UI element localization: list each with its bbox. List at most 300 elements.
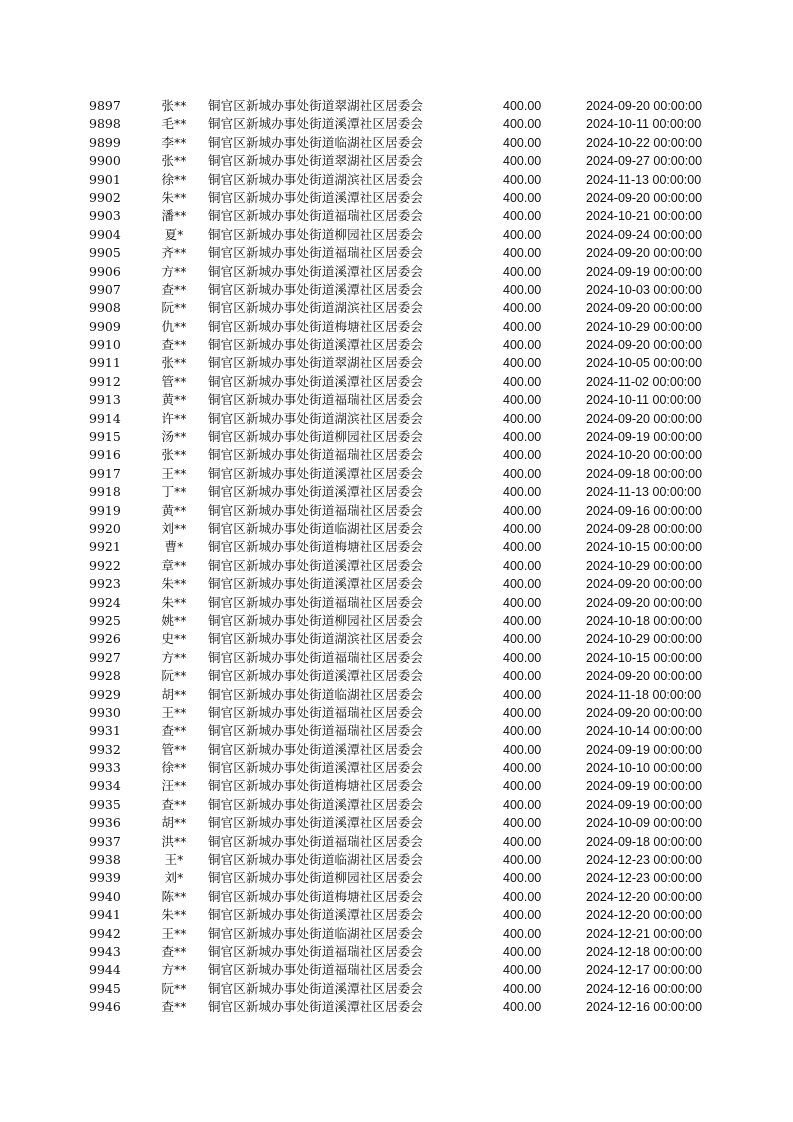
record-name: 汤**: [161, 429, 187, 445]
record-amount: 400.00: [503, 724, 542, 739]
record-id: 9920: [89, 520, 121, 536]
record-date: 2024-12-21 00:00:00: [586, 926, 703, 941]
record-organization: 铜官区新城办事处街道梅塘社区居委会: [208, 318, 424, 334]
record-organization: 铜官区新城办事处街道福瑞社区居委会: [208, 704, 424, 720]
record-amount: 400.00: [503, 834, 542, 849]
record-id: 9905: [89, 245, 121, 261]
record-name: 齐**: [161, 245, 187, 261]
record-name: 毛**: [161, 116, 187, 132]
record-organization: 铜官区新城办事处街道湖滨社区居委会: [208, 631, 424, 647]
table-row: [0, 226, 793, 244]
record-id: 9945: [89, 980, 121, 996]
table-row: [0, 851, 793, 869]
table-row: [0, 888, 793, 906]
record-amount: 400.00: [503, 761, 542, 776]
record-amount: 400.00: [503, 926, 542, 941]
table-row: [0, 980, 793, 998]
record-id: 9907: [89, 281, 121, 297]
record-name: 汪**: [161, 778, 187, 794]
table-row: [0, 722, 793, 740]
record-date: 2024-11-13 00:00:00: [586, 485, 702, 500]
table-row: [0, 483, 793, 501]
record-id: 9944: [89, 962, 121, 978]
record-name: 曹*: [164, 539, 184, 555]
record-date: 2024-09-19 00:00:00: [586, 430, 703, 445]
record-organization: 铜官区新城办事处街道柳园社区居委会: [208, 612, 424, 628]
record-id: 9941: [89, 907, 121, 923]
record-amount: 400.00: [503, 246, 542, 261]
record-name: 许**: [161, 410, 187, 426]
record-date: 2024-09-19 00:00:00: [586, 797, 703, 812]
record-date: 2024-12-20 00:00:00: [586, 908, 703, 923]
record-date: 2024-10-05 00:00:00: [586, 356, 703, 371]
table-row: [0, 244, 793, 262]
record-organization: 铜官区新城办事处街道梅塘社区居委会: [208, 888, 424, 904]
record-name: 姚**: [161, 612, 187, 628]
record-amount: 400.00: [503, 816, 542, 831]
record-name: 朱**: [161, 189, 187, 205]
record-amount: 400.00: [503, 742, 542, 757]
record-organization: 铜官区新城办事处街道溪潭社区居委会: [208, 907, 424, 923]
record-date: 2024-10-10 00:00:00: [586, 761, 703, 776]
record-date: 2024-10-11 00:00:00: [586, 393, 702, 408]
table-row: [0, 557, 793, 575]
record-id: 9937: [89, 833, 121, 849]
record-name: 阮**: [161, 668, 187, 684]
record-date: 2024-10-15 00:00:00: [586, 650, 703, 665]
record-date: 2024-09-28 00:00:00: [586, 521, 703, 536]
record-id: 9932: [89, 741, 121, 757]
record-id: 9930: [89, 704, 121, 720]
record-amount: 400.00: [503, 889, 542, 904]
record-organization: 铜官区新城办事处街道福瑞社区居委会: [208, 962, 424, 978]
table-row: [0, 777, 793, 795]
record-id: 9935: [89, 796, 121, 812]
table-row: [0, 281, 793, 299]
record-amount: 400.00: [503, 227, 542, 242]
record-date: 2024-09-20 00:00:00: [586, 99, 703, 113]
record-id: 9929: [89, 686, 121, 702]
record-name: 管**: [161, 741, 187, 757]
record-name: 仇**: [161, 318, 187, 334]
record-organization: 铜官区新城办事处街道翠湖社区居委会: [208, 98, 424, 113]
table-row: [0, 410, 793, 428]
record-id: 9933: [89, 760, 121, 776]
table-row: [0, 336, 793, 354]
table-row: [0, 152, 793, 170]
record-date: 2024-09-20 00:00:00: [586, 595, 703, 610]
record-id: 9928: [89, 668, 121, 684]
record-amount: 400.00: [503, 154, 542, 169]
record-organization: 铜官区新城办事处街道溪潭社区居委会: [208, 373, 424, 389]
record-organization: 铜官区新城办事处街道溪潭社区居委会: [208, 337, 424, 353]
record-amount: 400.00: [503, 613, 542, 628]
record-date: 2024-09-27 00:00:00: [586, 154, 703, 169]
record-date: 2024-11-13 00:00:00: [586, 172, 702, 187]
record-amount: 400.00: [503, 779, 542, 794]
record-name: 徐**: [161, 760, 187, 776]
record-id: 9925: [89, 612, 121, 628]
record-organization: 铜官区新城办事处街道福瑞社区居委会: [208, 723, 424, 739]
table-row: [0, 814, 793, 832]
record-organization: 铜官区新城办事处街道溪潭社区居委会: [208, 980, 424, 996]
record-organization: 铜官区新城办事处街道柳园社区居委会: [208, 429, 424, 445]
table-row: [0, 171, 793, 189]
table-row: [0, 502, 793, 520]
record-date: 2024-12-16 00:00:00: [586, 1000, 703, 1015]
record-name: 刘**: [161, 520, 187, 536]
record-organization: 铜官区新城办事处街道溪潭社区居委会: [208, 576, 424, 592]
table-row: [0, 612, 793, 630]
record-amount: 400.00: [503, 1000, 542, 1015]
record-name: 方**: [161, 263, 187, 279]
record-name: 王**: [161, 925, 187, 941]
table-row: [0, 943, 793, 961]
record-id: 9919: [89, 502, 121, 518]
record-name: 王*: [164, 852, 184, 868]
record-name: 潘**: [161, 208, 187, 224]
record-date: 2024-09-20 00:00:00: [586, 705, 703, 720]
record-date: 2024-09-20 00:00:00: [586, 190, 703, 205]
record-name: 徐**: [161, 171, 187, 187]
record-id: 9916: [89, 447, 121, 463]
table-row: [0, 833, 793, 851]
record-id: 9940: [89, 888, 121, 904]
record-organization: 铜官区新城办事处街道溪潭社区居委会: [208, 668, 424, 684]
record-date: 2024-10-18 00:00:00: [586, 613, 703, 628]
record-organization: 铜官区新城办事处街道翠湖社区居委会: [208, 355, 424, 371]
table-row: [0, 796, 793, 814]
record-name: 朱**: [161, 594, 187, 610]
record-date: 2024-12-16 00:00:00: [586, 981, 703, 996]
record-amount: 400.00: [503, 338, 542, 353]
table-row: [0, 263, 793, 281]
record-name: 王**: [161, 465, 187, 481]
table-row: [0, 318, 793, 336]
record-id: 9897: [89, 98, 121, 113]
record-id: 9913: [89, 392, 121, 408]
record-amount: 400.00: [503, 393, 542, 408]
record-amount: 400.00: [503, 963, 542, 978]
table-row: [0, 134, 793, 152]
record-amount: 400.00: [503, 264, 542, 279]
record-id: 9908: [89, 300, 121, 316]
record-amount: 400.00: [503, 871, 542, 886]
record-id: 9921: [89, 539, 121, 555]
record-amount: 400.00: [503, 117, 542, 132]
table-row: [0, 299, 793, 317]
record-organization: 铜官区新城办事处街道临湖社区居委会: [208, 520, 424, 536]
record-organization: 铜官区新城办事处街道临湖社区居委会: [208, 852, 424, 868]
table-row: [0, 594, 793, 612]
record-name: 方**: [161, 962, 187, 978]
record-id: 9906: [89, 263, 121, 279]
record-date: 2024-12-23 00:00:00: [586, 853, 703, 868]
record-id: 9899: [89, 134, 121, 150]
record-amount: 400.00: [503, 632, 542, 647]
record-amount: 400.00: [503, 558, 542, 573]
record-organization: 铜官区新城办事处街道溪潭社区居委会: [208, 815, 424, 831]
record-id: 9936: [89, 815, 121, 831]
record-amount: 400.00: [503, 705, 542, 720]
record-name: 夏*: [164, 226, 184, 242]
table-row: [0, 649, 793, 667]
record-id: 9942: [89, 925, 121, 941]
record-date: 2024-10-29 00:00:00: [586, 632, 703, 647]
record-id: 9922: [89, 557, 121, 573]
record-organization: 铜官区新城办事处街道溪潭社区居委会: [208, 281, 424, 297]
table-row: [0, 354, 793, 372]
record-amount: 400.00: [503, 190, 542, 205]
table-row: [0, 667, 793, 685]
record-name: 查**: [161, 796, 187, 812]
record-name: 查**: [161, 943, 187, 959]
record-id: 9946: [89, 999, 121, 1015]
record-amount: 400.00: [503, 485, 542, 500]
record-organization: 铜官区新城办事处街道福瑞社区居委会: [208, 594, 424, 610]
table-row: [0, 575, 793, 593]
record-organization: 铜官区新城办事处街道临湖社区居委会: [208, 925, 424, 941]
record-organization: 铜官区新城办事处街道溪潭社区居委会: [208, 557, 424, 573]
record-id: 9938: [89, 852, 121, 868]
record-amount: 400.00: [503, 521, 542, 536]
record-name: 胡**: [161, 686, 187, 702]
table-row: [0, 961, 793, 979]
record-id: 9901: [89, 171, 121, 187]
record-id: 9911: [89, 355, 121, 371]
record-date: 2024-10-11 00:00:00: [586, 117, 702, 132]
record-date: 2024-09-20 00:00:00: [586, 338, 703, 353]
record-date: 2024-10-14 00:00:00: [586, 724, 703, 739]
record-organization: 铜官区新城办事处街道福瑞社区居委会: [208, 392, 424, 408]
record-name: 张**: [161, 447, 187, 463]
record-amount: 400.00: [503, 411, 542, 426]
records-table: [0, 97, 793, 1017]
record-name: 查**: [161, 999, 187, 1015]
record-name: 洪**: [161, 833, 187, 849]
record-date: 2024-10-03 00:00:00: [586, 282, 703, 297]
record-amount: 400.00: [503, 853, 542, 868]
record-date: 2024-11-18 00:00:00: [586, 687, 702, 702]
record-id: 9923: [89, 576, 121, 592]
record-name: 陈**: [161, 888, 187, 904]
table-row: [0, 704, 793, 722]
record-name: 朱**: [161, 576, 187, 592]
record-amount: 400.00: [503, 448, 542, 463]
record-amount: 400.00: [503, 981, 542, 996]
table-row: [0, 465, 793, 483]
table-row: [0, 630, 793, 648]
record-id: 9904: [89, 226, 121, 242]
record-amount: 400.00: [503, 595, 542, 610]
record-date: 2024-09-19 00:00:00: [586, 779, 703, 794]
record-organization: 铜官区新城办事处街道福瑞社区居委会: [208, 649, 424, 665]
record-date: 2024-12-17 00:00:00: [586, 963, 703, 978]
record-date: 2024-09-19 00:00:00: [586, 742, 703, 757]
record-id: 9914: [89, 410, 121, 426]
record-name: 刘*: [164, 870, 184, 886]
record-organization: 铜官区新城办事处街道溪潭社区居委会: [208, 999, 424, 1015]
record-organization: 铜官区新城办事处街道溪潭社区居委会: [208, 760, 424, 776]
record-date: 2024-11-02 00:00:00: [586, 374, 702, 389]
record-organization: 铜官区新城办事处街道福瑞社区居委会: [208, 245, 424, 261]
record-date: 2024-09-18 00:00:00: [586, 466, 703, 481]
record-name: 查**: [161, 723, 187, 739]
record-id: 9902: [89, 189, 121, 205]
record-organization: 铜官区新城办事处街道溪潭社区居委会: [208, 465, 424, 481]
record-date: 2024-09-20 00:00:00: [586, 301, 703, 316]
record-amount: 400.00: [503, 944, 542, 959]
record-organization: 铜官区新城办事处街道溪潭社区居委会: [208, 796, 424, 812]
record-organization: 铜官区新城办事处街道福瑞社区居委会: [208, 943, 424, 959]
record-date: 2024-12-23 00:00:00: [586, 871, 703, 886]
record-date: 2024-09-18 00:00:00: [586, 834, 703, 849]
record-date: 2024-10-09 00:00:00: [586, 816, 703, 831]
record-date: 2024-10-29 00:00:00: [586, 558, 703, 573]
record-amount: 400.00: [503, 301, 542, 316]
record-id: 9917: [89, 465, 121, 481]
record-id: 9931: [89, 723, 121, 739]
table-row: [0, 686, 793, 704]
record-organization: 铜官区新城办事处街道溪潭社区居委会: [208, 263, 424, 279]
table-row: [0, 759, 793, 777]
record-amount: 400.00: [503, 797, 542, 812]
record-name: 黄**: [161, 502, 187, 518]
record-date: 2024-09-20 00:00:00: [586, 577, 703, 592]
record-id: 9915: [89, 429, 121, 445]
record-amount: 400.00: [503, 503, 542, 518]
record-organization: 铜官区新城办事处街道翠湖社区居委会: [208, 153, 424, 169]
table-row: [0, 538, 793, 556]
record-id: 9939: [89, 870, 121, 886]
record-name: 李**: [161, 134, 187, 150]
table-row: [0, 391, 793, 409]
record-name: 阮**: [161, 980, 187, 996]
record-amount: 400.00: [503, 577, 542, 592]
table-row: [0, 115, 793, 133]
table-row: [0, 925, 793, 943]
record-organization: 铜官区新城办事处街道溪潭社区居委会: [208, 741, 424, 757]
table-row: [0, 520, 793, 538]
table-row: [0, 207, 793, 225]
record-organization: 铜官区新城办事处街道临湖社区居委会: [208, 134, 424, 150]
record-date: 2024-09-20 00:00:00: [586, 246, 703, 261]
table-row: [0, 446, 793, 464]
record-date: 2024-10-29 00:00:00: [586, 319, 703, 334]
record-date: 2024-10-15 00:00:00: [586, 540, 703, 555]
record-organization: 铜官区新城办事处街道溪潭社区居委会: [208, 189, 424, 205]
record-amount: 400.00: [503, 540, 542, 555]
record-name: 查**: [161, 281, 187, 297]
record-name: 王**: [161, 704, 187, 720]
record-organization: 铜官区新城办事处街道福瑞社区居委会: [208, 502, 424, 518]
table-row: [0, 998, 793, 1016]
record-amount: 400.00: [503, 430, 542, 445]
record-date: 2024-10-20 00:00:00: [586, 448, 703, 463]
record-amount: 400.00: [503, 319, 542, 334]
record-date: 2024-09-19 00:00:00: [586, 264, 703, 279]
table-row: [0, 869, 793, 887]
record-amount: 400.00: [503, 908, 542, 923]
record-amount: 400.00: [503, 687, 542, 702]
table-row: [0, 373, 793, 391]
record-amount: 400.00: [503, 282, 542, 297]
record-date: 2024-09-20 00:00:00: [586, 411, 703, 426]
record-organization: 铜官区新城办事处街道溪潭社区居委会: [208, 484, 424, 500]
record-name: 朱**: [161, 907, 187, 923]
table-row: [0, 741, 793, 759]
record-id: 9900: [89, 153, 121, 169]
record-id: 9927: [89, 649, 121, 665]
record-name: 史**: [161, 631, 187, 647]
record-name: 管**: [161, 373, 187, 389]
record-organization: 铜官区新城办事处街道梅塘社区居委会: [208, 778, 424, 794]
record-organization: 铜官区新城办事处街道湖滨社区居委会: [208, 410, 424, 426]
record-amount: 400.00: [503, 466, 542, 481]
record-organization: 铜官区新城办事处街道梅塘社区居委会: [208, 539, 424, 555]
record-organization: 铜官区新城办事处街道溪潭社区居委会: [208, 116, 424, 132]
record-organization: 铜官区新城办事处街道福瑞社区居委会: [208, 447, 424, 463]
record-name: 查**: [161, 337, 187, 353]
table-row: [0, 189, 793, 207]
record-amount: 400.00: [503, 172, 542, 187]
record-id: 9909: [89, 318, 121, 334]
record-id: 9926: [89, 631, 121, 647]
record-name: 张**: [161, 153, 187, 169]
record-id: 9912: [89, 373, 121, 389]
record-amount: 400.00: [503, 99, 542, 113]
record-date: 2024-10-21 00:00:00: [586, 209, 703, 224]
record-amount: 400.00: [503, 209, 542, 224]
record-name: 章**: [161, 557, 187, 573]
record-name: 张**: [161, 98, 187, 113]
record-amount: 400.00: [503, 650, 542, 665]
record-name: 阮**: [161, 300, 187, 316]
record-name: 张**: [161, 355, 187, 371]
record-organization: 铜官区新城办事处街道柳园社区居委会: [208, 870, 424, 886]
record-date: 2024-10-22 00:00:00: [586, 135, 703, 150]
record-organization: 铜官区新城办事处街道福瑞社区居委会: [208, 833, 424, 849]
record-name: 胡**: [161, 815, 187, 831]
record-date: 2024-12-18 00:00:00: [586, 944, 703, 959]
record-id: 9918: [89, 484, 121, 500]
record-date: 2024-09-20 00:00:00: [586, 669, 703, 684]
record-organization: 铜官区新城办事处街道临湖社区居委会: [208, 686, 424, 702]
table-row: [0, 428, 793, 446]
record-amount: 400.00: [503, 374, 542, 389]
record-id: 9903: [89, 208, 121, 224]
table-row: [0, 906, 793, 924]
record-organization: 铜官区新城办事处街道湖滨社区居委会: [208, 300, 424, 316]
record-organization: 铜官区新城办事处街道柳园社区居委会: [208, 226, 424, 242]
record-name: 黄**: [161, 392, 187, 408]
record-date: 2024-09-24 00:00:00: [586, 227, 703, 242]
record-id: 9898: [89, 116, 121, 132]
record-id: 9924: [89, 594, 121, 610]
table-row: [0, 97, 793, 115]
record-name: 方**: [161, 649, 187, 665]
record-amount: 400.00: [503, 356, 542, 371]
record-date: 2024-09-16 00:00:00: [586, 503, 703, 518]
record-id: 9934: [89, 778, 121, 794]
record-name: 丁**: [161, 484, 187, 500]
record-organization: 铜官区新城办事处街道福瑞社区居委会: [208, 208, 424, 224]
record-date: 2024-12-20 00:00:00: [586, 889, 703, 904]
record-amount: 400.00: [503, 669, 542, 684]
record-id: 9943: [89, 943, 121, 959]
record-id: 9910: [89, 337, 121, 353]
record-organization: 铜官区新城办事处街道湖滨社区居委会: [208, 171, 424, 187]
